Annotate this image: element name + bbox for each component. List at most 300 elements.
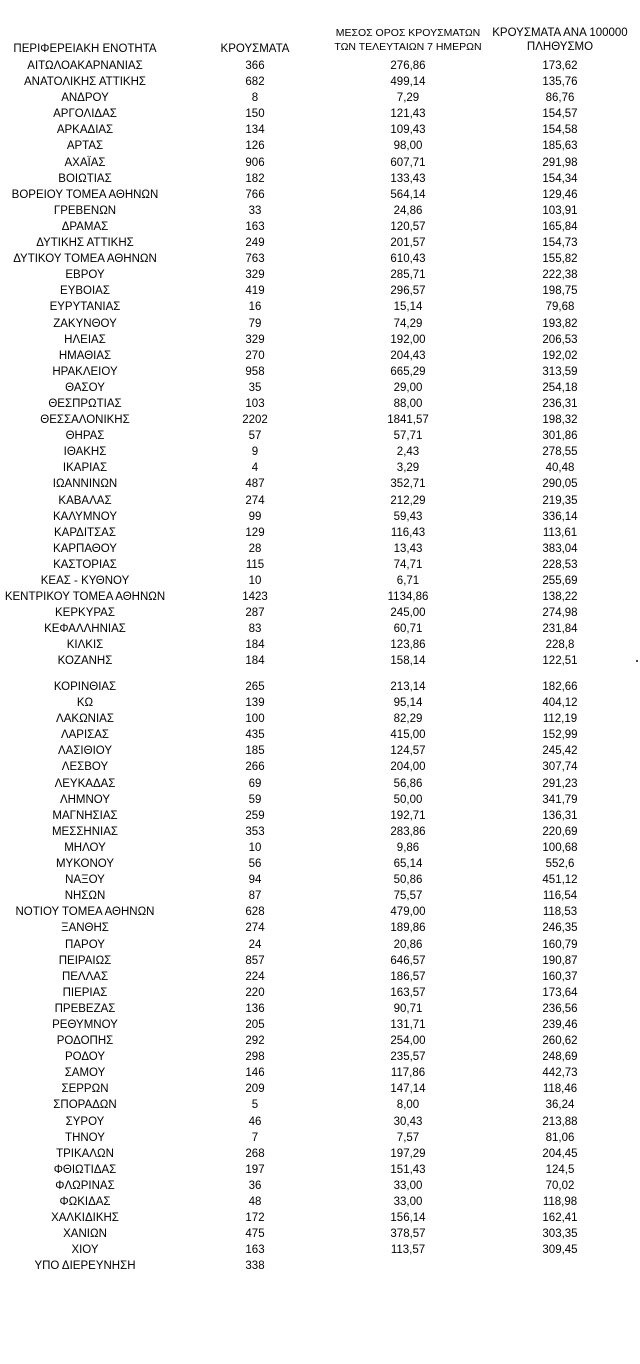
per100k-cell: 155,82: [542, 253, 578, 266]
per100k-cell: 160,79: [542, 938, 578, 951]
table-row: [0, 332, 640, 348]
table-row: [0, 920, 640, 936]
cases-cell: 2202: [242, 414, 268, 427]
per100k-cell: 260,62: [542, 1035, 578, 1048]
region-cell: ΘΕΣΣΑΛΟΝΙΚΗΣ: [40, 414, 130, 427]
region-cell: ΜΗΛΟΥ: [64, 841, 106, 854]
region-cell: ΑΝΔΡΟΥ: [61, 92, 109, 105]
table-row: [0, 251, 640, 267]
region-cell: ΠΑΡΟΥ: [65, 938, 105, 951]
region-cell: ΛΑΡΙΣΑΣ: [60, 729, 110, 742]
avg7-cell: 131,71: [390, 1018, 426, 1031]
region-cell: ΗΡΑΚΛΕΙΟΥ: [52, 365, 118, 378]
table-row: [0, 1001, 640, 1017]
region-cell: ΑΡΓΟΛΙΔΑΣ: [53, 108, 117, 121]
avg7-cell: 245,00: [390, 607, 426, 620]
cases-cell: 10: [248, 841, 262, 854]
avg7-cell: 235,57: [390, 1051, 426, 1064]
avg7-cell: 212,29: [390, 494, 426, 507]
region-cell: ΧΑΝΙΩΝ: [63, 1228, 107, 1241]
region-cell: ΣΑΜΟΥ: [64, 1067, 106, 1080]
cases-cell: 103: [245, 397, 265, 410]
table-row: [0, 235, 640, 251]
table-row: [0, 364, 640, 380]
table-row: [0, 1114, 640, 1130]
avg7-cell: 665,29: [390, 365, 426, 378]
table-row: [0, 695, 640, 711]
avg7-cell: 3,29: [396, 462, 420, 475]
region-cell: ΛΕΥΚΑΔΑΣ: [54, 777, 116, 790]
region-cell: ΘΑΣΟΥ: [65, 381, 105, 394]
per100k-cell: 404,12: [542, 697, 578, 710]
region-cell: ΚΑΒΑΛΑΣ: [58, 494, 112, 507]
table-row: [0, 653, 640, 669]
table-row: [0, 1049, 640, 1065]
table-row: [0, 155, 640, 171]
avg7-cell: 610,43: [390, 253, 426, 266]
table-row: [0, 396, 640, 412]
avg7-cell: 65,14: [393, 858, 423, 871]
per100k-cell: 154,57: [542, 108, 578, 121]
cases-cell: 35: [248, 381, 262, 394]
cases-cell: 129: [245, 526, 265, 539]
region-cell: ΦΩΚΙΔΑΣ: [59, 1196, 111, 1208]
table-row: [0, 58, 640, 74]
cases-cell: 766: [245, 188, 265, 201]
per100k-cell: 442,73: [542, 1067, 578, 1080]
region-cell: ΚΟΡΙΝΘΙΑΣ: [53, 681, 117, 693]
per100k-cell: 213,88: [542, 1115, 578, 1128]
region-cell: ΑΝΑΤΟΛΙΚΗΣ ΑΤΤΙΚΗΣ: [23, 76, 146, 89]
region-cell: ΗΛΕΙΑΣ: [64, 333, 106, 346]
per100k-cell: 79,68: [545, 301, 575, 314]
avg7-cell: 60,71: [393, 623, 423, 636]
region-cell: ΘΗΡΑΣ: [65, 430, 105, 443]
per100k-cell: 246,35: [542, 922, 578, 935]
avg7-cell: 13,43: [393, 542, 423, 555]
region-cell: ΚΑΡΔΙΤΣΑΣ: [54, 526, 116, 539]
avg7-cell: 158,14: [390, 655, 426, 668]
per100k-cell: 198,75: [542, 285, 578, 298]
per100k-cell: 138,22: [542, 591, 578, 604]
region-cell: ΑΡΤΑΣ: [66, 140, 104, 153]
avg7-cell: 74,71: [393, 558, 423, 571]
avg7-cell: 415,00: [390, 729, 426, 742]
avg7-cell: 276,86: [390, 60, 426, 72]
cases-cell: 1423: [242, 591, 268, 604]
cases-cell: 298: [245, 1051, 265, 1064]
region-cell: ΛΑΚΩΝΙΑΣ: [56, 713, 114, 726]
cases-cell: 115: [245, 558, 265, 571]
stray-mark: [636, 660, 638, 662]
table-row: [0, 1226, 640, 1242]
table-row: [0, 808, 640, 824]
region-cell: ΑΙΤΩΛΟΑΚΑΡΝΑΝΙΑΣ: [27, 60, 143, 72]
per100k-cell: 248,69: [542, 1051, 578, 1064]
avg7-cell: 189,86: [390, 922, 426, 935]
header-region: ΠΕΡΙΦΕΡΕΙΑΚΗ ΕΝΟΤΗΤΑ: [13, 43, 157, 55]
cases-cell: 857: [245, 954, 265, 967]
cases-cell: 487: [245, 478, 265, 491]
region-cell: ΕΥΒΟΙΑΣ: [60, 285, 110, 298]
per100k-cell: 122,51: [542, 655, 578, 668]
per100k-cell: 154,58: [542, 124, 578, 137]
per100k-cell: 135,76: [542, 76, 578, 89]
region-cell: ΔΡΑΜΑΣ: [61, 220, 109, 233]
avg7-cell: 82,29: [393, 713, 423, 726]
table-row: [0, 557, 640, 573]
per100k-cell: 552,6: [545, 858, 575, 871]
table-row: [0, 1097, 640, 1113]
avg7-cell: 33,00: [393, 1196, 423, 1208]
table-row: [0, 1258, 640, 1274]
avg7-cell: 186,57: [390, 970, 426, 983]
avg7-cell: 285,71: [390, 269, 426, 282]
avg7-cell: 133,43: [390, 172, 426, 185]
cases-cell: 287: [245, 607, 265, 620]
cases-cell: 338: [245, 1260, 265, 1273]
per100k-cell: 112,19: [542, 713, 578, 726]
cases-cell: 100: [245, 713, 265, 726]
per100k-cell: 165,84: [542, 220, 578, 233]
cases-cell: 163: [245, 1244, 265, 1257]
avg7-cell: 192,71: [390, 809, 426, 822]
per100k-cell: 204,45: [542, 1147, 578, 1160]
cases-cell: 163: [245, 220, 265, 233]
avg7-cell: 15,14: [393, 301, 423, 314]
table-row: [0, 679, 640, 695]
region-cell: ΚΕΑΣ - ΚΥΘΝΟΥ: [40, 575, 130, 587]
per100k-cell: 219,35: [542, 494, 578, 507]
per100k-cell: 255,69: [542, 575, 578, 587]
cases-cell: 5: [251, 1099, 259, 1112]
table-row: [0, 1033, 640, 1049]
cases-cell: 94: [248, 874, 262, 887]
region-cell: ΗΜΑΘΙΑΣ: [58, 349, 112, 362]
table-row: [0, 219, 640, 235]
region-cell: ΚΕΡΚΥΡΑΣ: [55, 607, 115, 620]
region-cell: ΔΥΤΙΚΟΥ ΤΟΜΕΑ ΑΘΗΝΩΝ: [13, 253, 157, 266]
table-row: [0, 759, 640, 775]
per100k-cell: 206,53: [542, 333, 578, 346]
cases-cell: 329: [245, 269, 265, 282]
table-row: [0, 428, 640, 444]
avg7-cell: 56,86: [393, 777, 423, 790]
table-row: [0, 283, 640, 299]
cases-cell: 266: [245, 761, 265, 774]
per100k-cell: 136,31: [542, 809, 578, 822]
cases-cell: 83: [248, 623, 262, 636]
avg7-cell: 352,71: [390, 478, 426, 491]
table-row: [0, 1081, 640, 1097]
table-row: [0, 493, 640, 509]
region-cell: ΘΕΣΠΡΩΤΙΑΣ: [48, 397, 122, 410]
region-cell: ΠΕΛΛΑΣ: [61, 970, 109, 983]
table-row: [0, 348, 640, 364]
avg7-cell: 75,57: [393, 890, 423, 903]
per100k-cell: 254,18: [542, 381, 578, 394]
per100k-cell: 70,02: [545, 1179, 575, 1192]
avg7-cell: 116,43: [390, 526, 426, 539]
per100k-cell: 278,55: [542, 446, 578, 459]
per100k-cell: 313,59: [542, 365, 578, 378]
table-body-part-2: [0, 679, 640, 1274]
region-cell: ΚΑΡΠΑΘΟΥ: [53, 542, 117, 555]
avg7-cell: 213,14: [390, 681, 426, 693]
cases-cell: 475: [245, 1228, 265, 1241]
cases-cell: 184: [245, 639, 265, 652]
avg7-cell: 90,71: [393, 1002, 423, 1015]
region-cell: ΒΟΡΕΙΟΥ ΤΟΜΕΑ ΑΘΗΝΩΝ: [11, 188, 159, 201]
per100k-cell: 198,32: [542, 414, 578, 427]
region-cell: ΤΡΙΚΑΛΩΝ: [56, 1147, 114, 1160]
region-cell: ΛΗΜΝΟΥ: [59, 793, 111, 806]
per100k-cell: 291,23: [542, 777, 578, 790]
per100k-cell: 290,05: [542, 478, 578, 491]
avg7-cell: 109,43: [390, 124, 426, 137]
region-cell: ΚΩ: [76, 697, 94, 710]
region-cell: ΡΕΘΥΜΝΟΥ: [52, 1018, 118, 1031]
region-cell: ΕΥΡΥΤΑΝΙΑΣ: [49, 301, 121, 314]
table-row: [0, 727, 640, 743]
per100k-cell: 124,5: [545, 1163, 575, 1176]
per100k-cell: 86,76: [545, 92, 575, 105]
avg7-cell: 24,86: [393, 204, 423, 217]
cases-cell: 79: [248, 317, 262, 330]
avg7-cell: 479,00: [390, 906, 426, 919]
cases-cell: 9: [251, 446, 259, 459]
per100k-cell: 274,98: [542, 607, 578, 620]
per100k-cell: 113,61: [542, 526, 578, 539]
table-row: [0, 138, 640, 154]
avg7-cell: 646,57: [390, 954, 426, 967]
per100k-cell: 81,06: [545, 1131, 575, 1144]
per100k-cell: 236,31: [542, 397, 578, 410]
per100k-cell: 173,62: [542, 60, 578, 72]
cases-cell: 184: [245, 655, 265, 668]
avg7-cell: 123,86: [390, 639, 426, 652]
per100k-cell: 383,04: [542, 542, 578, 555]
per100k-cell: 173,64: [542, 986, 578, 999]
cases-cell: 59: [248, 793, 262, 806]
avg7-cell: 59,43: [393, 510, 423, 523]
avg7-cell: 296,57: [390, 285, 426, 298]
cases-cell: 28: [248, 542, 262, 555]
cases-cell: 150: [245, 108, 265, 121]
avg7-cell: 98,00: [393, 140, 423, 153]
avg7-cell: 201,57: [390, 237, 426, 250]
region-cell: ΛΕΣΒΟΥ: [61, 761, 109, 774]
cases-cell: 7: [251, 1131, 259, 1144]
cases-cell: 906: [245, 156, 265, 169]
region-cell: ΙΩΑΝΝΙΝΩΝ: [52, 478, 118, 491]
avg7-cell: 163,57: [390, 986, 426, 999]
per100k-cell: 307,74: [542, 761, 578, 774]
table-row: [0, 969, 640, 985]
cases-cell: 185: [245, 745, 265, 758]
per100k-cell: 103,91: [542, 204, 578, 217]
cases-cell: 209: [245, 1083, 265, 1096]
table-row: [0, 412, 640, 428]
table-row: [0, 203, 640, 219]
per100k-cell: 451,12: [542, 874, 578, 887]
per100k-cell: 36,24: [545, 1099, 575, 1112]
per100k-cell: 341,79: [542, 793, 578, 806]
per100k-cell: 182,66: [542, 681, 578, 693]
cases-cell: 419: [245, 285, 265, 298]
cases-cell: 292: [245, 1035, 265, 1048]
region-cell: ΧΑΛΚΙΔΙΚΗΣ: [51, 1212, 119, 1225]
cases-cell: 182: [245, 172, 265, 185]
cases-cell: 24: [248, 938, 262, 951]
per100k-cell: 336,14: [542, 510, 578, 523]
table-row: [0, 1146, 640, 1162]
per100k-cell: 100,68: [542, 841, 578, 854]
cases-cell: 265: [245, 681, 265, 693]
per100k-cell: 228,8: [545, 639, 575, 652]
table-row: [0, 1162, 640, 1178]
table-row: [0, 106, 640, 122]
cases-cell: 69: [248, 777, 262, 790]
table-row: [0, 74, 640, 90]
table-row: [0, 776, 640, 792]
table-row: [0, 541, 640, 557]
cases-cell: 205: [245, 1018, 265, 1031]
avg7-cell: 95,14: [393, 697, 423, 710]
cases-cell: 628: [245, 906, 265, 919]
per100k-cell: 231,84: [542, 623, 578, 636]
table-row: [0, 1178, 640, 1194]
table-row: [0, 840, 640, 856]
avg7-cell: 50,86: [393, 874, 423, 887]
avg7-cell: 33,00: [393, 1179, 423, 1192]
per100k-cell: 40,48: [545, 462, 575, 475]
per100k-cell: 239,46: [542, 1018, 578, 1031]
cases-cell: 33: [248, 204, 262, 217]
table-row: [0, 122, 640, 138]
table-row: [0, 573, 640, 589]
avg7-cell: 57,71: [393, 430, 423, 443]
cases-cell: 197: [245, 1163, 265, 1176]
table-row: [0, 605, 640, 621]
cases-cell: 10: [248, 575, 262, 587]
avg7-cell: 1841,57: [387, 414, 429, 427]
cases-cell: 274: [245, 494, 265, 507]
region-cell: ΚΕΝΤΡΙΚΟΥ ΤΟΜΕΑ ΑΘΗΝΩΝ: [4, 591, 166, 604]
avg7-cell: 29,00: [393, 381, 423, 394]
region-cell: ΞΑΝΘΗΣ: [61, 922, 109, 935]
region-cell: ΠΙΕΡΙΑΣ: [62, 986, 108, 999]
region-cell: ΙΘΑΚΗΣ: [63, 446, 107, 459]
avg7-cell: 204,00: [390, 761, 426, 774]
avg7-cell: 283,86: [390, 825, 426, 838]
table-row: [0, 985, 640, 1001]
table-row: [0, 509, 640, 525]
region-cell: ΡΟΔΟΠΗΣ: [56, 1035, 114, 1048]
cases-cell: 958: [245, 365, 265, 378]
header-per100k: ΚΡΟΥΣΜΑΤΑ ΑΝΑ 100000 ΠΛΗΘΥΣΜΟ: [492, 27, 628, 53]
table-header: [0, 24, 640, 58]
region-cell: ΥΠΟ ΔΙΕΡΕΥΝΗΣΗ: [34, 1260, 136, 1273]
cases-cell: 172: [245, 1212, 265, 1225]
avg7-cell: 88,00: [393, 397, 423, 410]
per100k-cell: 228,53: [542, 558, 578, 571]
region-cell: ΛΑΣΙΘΙΟΥ: [57, 745, 113, 758]
per100k-cell: 160,37: [542, 970, 578, 983]
table-row: [0, 1130, 640, 1146]
per100k-cell: 245,42: [542, 745, 578, 758]
per100k-cell: 190,87: [542, 954, 578, 967]
region-cell: ΤΗΝΟΥ: [65, 1131, 105, 1144]
avg7-cell: 499,14: [390, 76, 426, 89]
cases-cell: 87: [248, 890, 262, 903]
per100k-cell: 118,98: [542, 1196, 578, 1208]
avg7-cell: 2,43: [396, 446, 420, 459]
per100k-cell: 129,46: [542, 188, 578, 201]
per100k-cell: 118,46: [542, 1083, 578, 1096]
per100k-cell: 154,34: [542, 172, 578, 185]
cases-cell: 99: [248, 510, 262, 523]
table-row: [0, 267, 640, 283]
cases-cell: 134: [245, 124, 265, 137]
region-cell: ΚΕΦΑΛΛΗΝΙΑΣ: [44, 623, 126, 636]
table-row: [0, 476, 640, 492]
table-row: [0, 953, 640, 969]
region-cell: ΒΟΙΩΤΙΑΣ: [58, 172, 112, 185]
header-avg7: ΜΕΣΟΣ ΟΡΟΣ ΚΡΟΥΣΜΑΤΩΝ ΤΩΝ ΤΕΛΕΥΤΑΙΩΝ 7 ΗΜΕΡΩΝ: [334, 27, 482, 53]
table-row: [0, 621, 640, 637]
region-cell: ΦΘΙΩΤΙΔΑΣ: [53, 1163, 117, 1176]
table-row: [0, 1194, 640, 1210]
avg7-cell: 6,71: [396, 575, 420, 587]
avg7-cell: 7,29: [396, 92, 420, 105]
region-cell: ΣΥΡΟΥ: [65, 1115, 105, 1128]
table-row: [0, 299, 640, 315]
per100k-cell: 236,56: [542, 1002, 578, 1015]
region-cell: ΚΟΖΑΝΗΣ: [57, 655, 113, 668]
cases-cell: 146: [245, 1067, 265, 1080]
region-cell: ΑΧΑΪΑΣ: [64, 156, 106, 169]
table-row: [0, 90, 640, 106]
cases-cell: 270: [245, 349, 265, 362]
cases-cell: 763: [245, 253, 265, 266]
table-row: [0, 171, 640, 187]
cases-cell: 126: [245, 140, 265, 153]
table-row: [0, 888, 640, 904]
per100k-cell: 222,38: [542, 269, 578, 282]
per100k-cell: 309,45: [542, 1244, 578, 1257]
region-cell: ΜΥΚΟΝΟΥ: [55, 858, 115, 871]
cases-cell: 353: [245, 825, 265, 838]
avg7-cell: 74,29: [393, 317, 423, 330]
table-row: [0, 1017, 640, 1033]
avg7-cell: 564,14: [390, 188, 426, 201]
table-row: [0, 187, 640, 203]
avg7-cell: 7,57: [396, 1131, 420, 1144]
table-row: [0, 711, 640, 727]
cases-cell: 139: [245, 697, 265, 710]
region-cell: ΣΕΡΡΩΝ: [61, 1083, 109, 1096]
region-cell: ΡΟΔΟΥ: [64, 1051, 106, 1064]
region-cell: ΝΗΣΩΝ: [64, 890, 106, 903]
table-row: [0, 380, 640, 396]
avg7-cell: 50,00: [393, 793, 423, 806]
per100k-cell: 185,63: [542, 140, 578, 153]
avg7-cell: 607,71: [390, 156, 426, 169]
cases-cell: 136: [245, 1002, 265, 1015]
table-row: [0, 589, 640, 605]
avg7-cell: 1134,86: [387, 591, 429, 604]
